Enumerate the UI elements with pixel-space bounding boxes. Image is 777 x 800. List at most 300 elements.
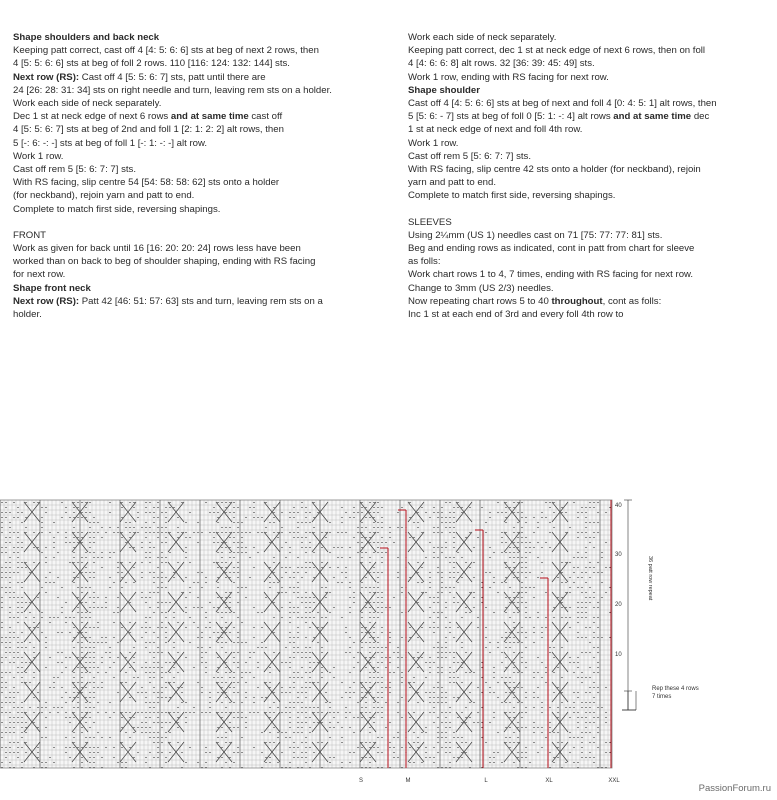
- stitch-dot: [157, 712, 158, 713]
- stitch-dot: [105, 532, 106, 533]
- stitch-dot: [217, 552, 218, 553]
- stitch-dot: [129, 652, 130, 653]
- stitch-dot: [589, 587, 590, 588]
- stitch-dot: [349, 547, 350, 548]
- stitch-dot: [165, 602, 166, 603]
- stitch-dot: [305, 592, 306, 593]
- stitch-dot: [45, 707, 46, 708]
- stitch-dot: [441, 697, 442, 698]
- stitch-dot: [461, 557, 462, 558]
- stitch-dot: [449, 522, 450, 523]
- stitch-dot: [353, 752, 354, 753]
- stitch-dot: [369, 727, 370, 728]
- stitch-dot: [509, 682, 510, 683]
- stitch-dot: [365, 642, 366, 643]
- stitch-dot: [81, 647, 82, 648]
- stitch-dot: [353, 667, 354, 668]
- stitch-dot: [589, 692, 590, 693]
- stitch-dot: [289, 617, 290, 618]
- stitch-dot: [341, 532, 342, 533]
- stitch-dot: [597, 707, 598, 708]
- stitch-dot: [361, 532, 362, 533]
- stitch-dot: [505, 667, 506, 668]
- stitch-dot: [141, 597, 142, 598]
- stitch-dot: [1, 712, 2, 713]
- stitch-dot: [89, 637, 90, 638]
- stitch-dot: [97, 597, 98, 598]
- stitch-dot: [85, 512, 86, 513]
- stitch-dot: [501, 537, 502, 538]
- stitch-dot: [85, 737, 86, 738]
- stitch-dot: [85, 507, 86, 508]
- stitch-dot: [17, 582, 18, 583]
- stitch-dot: [229, 687, 230, 688]
- stitch-dot: [161, 562, 162, 563]
- stitch-dot: [441, 732, 442, 733]
- stitch-dot: [289, 712, 290, 713]
- stitch-dot: [457, 507, 458, 508]
- stitch-dot: [417, 637, 418, 638]
- stitch-dot: [17, 657, 18, 658]
- stitch-dot: [101, 662, 102, 663]
- stitch-dot: [565, 562, 566, 563]
- stitch-dot: [41, 552, 42, 553]
- row-label-30: 30: [615, 552, 622, 558]
- stitch-dot: [541, 627, 542, 628]
- stitch-dot: [5, 542, 6, 543]
- stitch-dot: [165, 617, 166, 618]
- stitch-dot: [593, 537, 594, 538]
- stitch-dot: [21, 682, 22, 683]
- stitch-dot: [381, 537, 382, 538]
- stitch-dot: [329, 702, 330, 703]
- stitch-dot: [577, 657, 578, 658]
- stitch-dot: [593, 722, 594, 723]
- stitch-dot: [169, 682, 170, 683]
- stitch-dot: [453, 557, 454, 558]
- stitch-dot: [301, 542, 302, 543]
- stitch-dot: [17, 722, 18, 723]
- stitch-dot: [205, 582, 206, 583]
- stitch-dot: [301, 692, 302, 693]
- stitch-dot: [361, 552, 362, 553]
- stitch-dot: [341, 582, 342, 583]
- stitch-dot: [5, 702, 6, 703]
- stitch-dot: [241, 702, 242, 703]
- stitch-dot: [157, 752, 158, 753]
- stitch-dot: [449, 622, 450, 623]
- stitch-dot: [313, 617, 314, 618]
- stitch-dot: [301, 757, 302, 758]
- stitch-dot: [553, 757, 554, 758]
- stitch-dot: [125, 542, 126, 543]
- stitch-dot: [337, 582, 338, 583]
- stitch-dot: [277, 537, 278, 538]
- stitch-dot: [185, 712, 186, 713]
- stitch-dot: [533, 627, 534, 628]
- stitch-dot: [429, 667, 430, 668]
- stitch-dot: [565, 617, 566, 618]
- stitch-dot: [93, 517, 94, 518]
- stitch-dot: [1, 737, 2, 738]
- stitch-dot: [109, 702, 110, 703]
- stitch-dot: [377, 582, 378, 583]
- stitch-dot: [265, 697, 266, 698]
- stitch-dot: [13, 592, 14, 593]
- stitch-dot: [145, 732, 146, 733]
- stitch-dot: [549, 652, 550, 653]
- stitch-dot: [81, 557, 82, 558]
- stitch-dot: [489, 762, 490, 763]
- stitch-dot: [425, 677, 426, 678]
- stitch-dot: [305, 612, 306, 613]
- stitch-dot: [1, 577, 2, 578]
- stitch-dot: [493, 762, 494, 763]
- stitch-dot: [449, 667, 450, 668]
- stitch-dot: [421, 627, 422, 628]
- stitch-dot: [389, 642, 390, 643]
- stitch-dot: [145, 557, 146, 558]
- stitch-dot: [197, 572, 198, 573]
- stitch-dot: [257, 687, 258, 688]
- stitch-dot: [13, 742, 14, 743]
- stitch-dot: [425, 757, 426, 758]
- stitch-dot: [81, 632, 82, 633]
- stitch-dot: [97, 557, 98, 558]
- stitch-dot: [65, 617, 66, 618]
- stitch-dot: [9, 612, 10, 613]
- stitch-dot: [277, 592, 278, 593]
- stitch-dot: [57, 677, 58, 678]
- stitch-dot: [309, 652, 310, 653]
- stitch-dot: [49, 622, 50, 623]
- stitch-dot: [373, 552, 374, 553]
- stitch-dot: [161, 767, 162, 768]
- stitch-dot: [553, 657, 554, 658]
- stitch-dot: [517, 612, 518, 613]
- stitch-dot: [585, 572, 586, 573]
- stitch-dot: [385, 667, 386, 668]
- stitch-dot: [381, 692, 382, 693]
- stitch-dot: [533, 722, 534, 723]
- stitch-dot: [393, 652, 394, 653]
- stitch-dot: [321, 712, 322, 713]
- stitch-dot: [73, 532, 74, 533]
- stitch-dot: [533, 642, 534, 643]
- stitch-dot: [597, 717, 598, 718]
- stitch-dot: [557, 707, 558, 708]
- stitch-dot: [5, 727, 6, 728]
- stitch-dot: [221, 757, 222, 758]
- stitch-dot: [33, 672, 34, 673]
- stitch-dot: [365, 587, 366, 588]
- stitch-dot: [589, 707, 590, 708]
- stitch-dot: [505, 692, 506, 693]
- stitch-dot: [429, 712, 430, 713]
- stitch-dot: [445, 747, 446, 748]
- stitch-dot: [437, 602, 438, 603]
- stitch-dot: [225, 542, 226, 543]
- stitch-dot: [77, 537, 78, 538]
- stitch-dot: [225, 507, 226, 508]
- stitch-dot: [45, 647, 46, 648]
- stitch-dot: [237, 712, 238, 713]
- stitch-dot: [449, 727, 450, 728]
- stitch-dot: [1, 552, 2, 553]
- stitch-dot: [109, 552, 110, 553]
- stitch-dot: [233, 557, 234, 558]
- text-line: Work chart rows 1 to 4, 7 times, ending with RS facing for next row.: [408, 269, 694, 281]
- stitch-dot: [365, 507, 366, 508]
- stitch-dot: [189, 642, 190, 643]
- stitch-dot: [509, 547, 510, 548]
- stitch-dot: [237, 522, 238, 523]
- stitch-dot: [313, 637, 314, 638]
- stitch-dot: [69, 697, 70, 698]
- stitch-dot: [253, 652, 254, 653]
- stitch-dot: [517, 597, 518, 598]
- stitch-dot: [21, 547, 22, 548]
- stitch-dot: [133, 717, 134, 718]
- stitch-dot: [305, 717, 306, 718]
- stitch-dot: [425, 692, 426, 693]
- stitch-dot: [233, 642, 234, 643]
- stitch-dot: [545, 617, 546, 618]
- stitch-dot: [21, 657, 22, 658]
- stitch-dot: [345, 567, 346, 568]
- stitch-dot: [297, 732, 298, 733]
- stitch-dot: [317, 712, 318, 713]
- stitch-dot: [9, 762, 10, 763]
- stitch-dot: [125, 712, 126, 713]
- stitch-dot: [17, 622, 18, 623]
- stitch-dot: [37, 752, 38, 753]
- stitch-dot: [77, 517, 78, 518]
- stitch-dot: [269, 567, 270, 568]
- stitch-dot: [293, 652, 294, 653]
- stitch-dot: [241, 677, 242, 678]
- stitch-dot: [557, 732, 558, 733]
- stitch-dot: [149, 672, 150, 673]
- stitch-dot: [293, 532, 294, 533]
- stitch-dot: [441, 572, 442, 573]
- stitch-dot: [597, 502, 598, 503]
- stitch-dot: [289, 577, 290, 578]
- stitch-dot: [5, 562, 6, 563]
- stitch-dot: [281, 547, 282, 548]
- stitch-dot: [249, 557, 250, 558]
- text-line: worked than on back to beg of shoulder shaping, ending with RS facing: [13, 256, 316, 268]
- stitch-dot: [469, 612, 470, 613]
- stitch-dot: [589, 502, 590, 503]
- stitch-dot: [509, 737, 510, 738]
- stitch-dot: [81, 517, 82, 518]
- stitch-dot: [65, 752, 66, 753]
- stitch-dot: [337, 567, 338, 568]
- stitch-dot: [305, 752, 306, 753]
- stitch-dot: [41, 707, 42, 708]
- stitch-dot: [285, 567, 286, 568]
- stitch-dot: [417, 562, 418, 563]
- stitch-dot: [389, 662, 390, 663]
- stitch-dot: [513, 602, 514, 603]
- stitch-dot: [145, 642, 146, 643]
- stitch-dot: [281, 692, 282, 693]
- stitch-dot: [5, 697, 6, 698]
- stitch-dot: [377, 572, 378, 573]
- stitch-dot: [93, 657, 94, 658]
- stitch-dot: [1, 702, 2, 703]
- stitch-dot: [357, 552, 358, 553]
- stitch-dot: [521, 512, 522, 513]
- stitch-dot: [301, 687, 302, 688]
- stitch-dot: [5, 592, 6, 593]
- stitch-dot: [521, 592, 522, 593]
- stitch-dot: [501, 677, 502, 678]
- stitch-dot: [101, 607, 102, 608]
- stitch-dot: [89, 757, 90, 758]
- stitch-dot: [465, 707, 466, 708]
- stitch-dot: [305, 722, 306, 723]
- stitch-dot: [297, 672, 298, 673]
- stitch-dot: [85, 557, 86, 558]
- stitch-dot: [161, 652, 162, 653]
- stitch-dot: [533, 697, 534, 698]
- stitch-dot: [53, 677, 54, 678]
- stitch-dot: [209, 637, 210, 638]
- stitch-dot: [241, 547, 242, 548]
- stitch-dot: [401, 527, 402, 528]
- stitch-dot: [13, 727, 14, 728]
- stitch-dot: [273, 702, 274, 703]
- stitch-dot: [593, 717, 594, 718]
- stitch-dot: [521, 562, 522, 563]
- stitch-dot: [93, 767, 94, 768]
- stitch-dot: [301, 702, 302, 703]
- stitch-dot: [257, 517, 258, 518]
- stitch-dot: [65, 622, 66, 623]
- stitch-dot: [453, 572, 454, 573]
- stitch-dot: [1, 637, 2, 638]
- stitch-dot: [589, 667, 590, 668]
- stitch-dot: [369, 712, 370, 713]
- stitch-dot: [33, 657, 34, 658]
- stitch-dot: [65, 507, 66, 508]
- stitch-dot: [381, 737, 382, 738]
- stitch-dot: [137, 512, 138, 513]
- stitch-dot: [293, 612, 294, 613]
- stitch-dot: [141, 727, 142, 728]
- stitch-dot: [513, 527, 514, 528]
- stitch-dot: [353, 517, 354, 518]
- stitch-dot: [301, 667, 302, 668]
- stitch-dot: [21, 667, 22, 668]
- stitch-dot: [69, 657, 70, 658]
- stitch-dot: [17, 742, 18, 743]
- stitch-dot: [65, 717, 66, 718]
- stitch-dot: [41, 737, 42, 738]
- stitch-dot: [417, 657, 418, 658]
- stitch-dot: [61, 662, 62, 663]
- stitch-dot: [309, 627, 310, 628]
- stitch-dot: [73, 627, 74, 628]
- stitch-dot: [549, 722, 550, 723]
- stitch-dot: [93, 747, 94, 748]
- stitch-dot: [553, 512, 554, 513]
- stitch-dot: [197, 762, 198, 763]
- stitch-dot: [5, 637, 6, 638]
- stitch-dot: [233, 682, 234, 683]
- stitch-dot: [457, 717, 458, 718]
- stitch-dot: [605, 742, 606, 743]
- stitch-dot: [341, 517, 342, 518]
- stitch-dot: [369, 637, 370, 638]
- stitch-dot: [577, 712, 578, 713]
- stitch-dot: [9, 557, 10, 558]
- stitch-dot: [105, 652, 106, 653]
- stitch-dot: [469, 672, 470, 673]
- stitch-dot: [501, 652, 502, 653]
- stitch-dot: [201, 657, 202, 658]
- stitch-dot: [93, 697, 94, 698]
- stitch-dot: [249, 577, 250, 578]
- stitch-dot: [153, 707, 154, 708]
- stitch-dot: [569, 577, 570, 578]
- stitch-dot: [449, 707, 450, 708]
- stitch-dot: [585, 522, 586, 523]
- stitch-dot: [17, 642, 18, 643]
- stitch-dot: [113, 552, 114, 553]
- stitch-dot: [497, 512, 498, 513]
- stitch-dot: [377, 767, 378, 768]
- stitch-dot: [461, 647, 462, 648]
- stitch-dot: [13, 617, 14, 618]
- stitch-dot: [445, 522, 446, 523]
- stitch-dot: [201, 692, 202, 693]
- stitch-dot: [513, 667, 514, 668]
- stitch-dot: [217, 607, 218, 608]
- stitch-dot: [249, 657, 250, 658]
- stitch-dot: [329, 552, 330, 553]
- stitch-dot: [393, 737, 394, 738]
- stitch-dot: [373, 517, 374, 518]
- stitch-dot: [577, 662, 578, 663]
- stitch-dot: [153, 512, 154, 513]
- stitch-dot: [557, 687, 558, 688]
- stitch-dot: [1, 762, 2, 763]
- text-line: Cast off rem 5 [5: 6: 7: 7] sts.: [13, 164, 136, 176]
- stitch-dot: [285, 707, 286, 708]
- stitch-dot: [525, 517, 526, 518]
- stitch-dot: [293, 752, 294, 753]
- stitch-dot: [133, 502, 134, 503]
- stitch-dot: [77, 542, 78, 543]
- stitch-dot: [581, 607, 582, 608]
- stitch-dot: [289, 547, 290, 548]
- stitch-dot: [553, 732, 554, 733]
- stitch-dot: [525, 662, 526, 663]
- stitch-dot: [389, 632, 390, 633]
- stitch-dot: [365, 552, 366, 553]
- stitch-dot: [505, 502, 506, 503]
- stitch-dot: [81, 677, 82, 678]
- stitch-dot: [237, 542, 238, 543]
- stitch-dot: [377, 522, 378, 523]
- stitch-dot: [249, 652, 250, 653]
- stitch-dot: [57, 662, 58, 663]
- stitch-dot: [341, 617, 342, 618]
- stitch-dot: [241, 717, 242, 718]
